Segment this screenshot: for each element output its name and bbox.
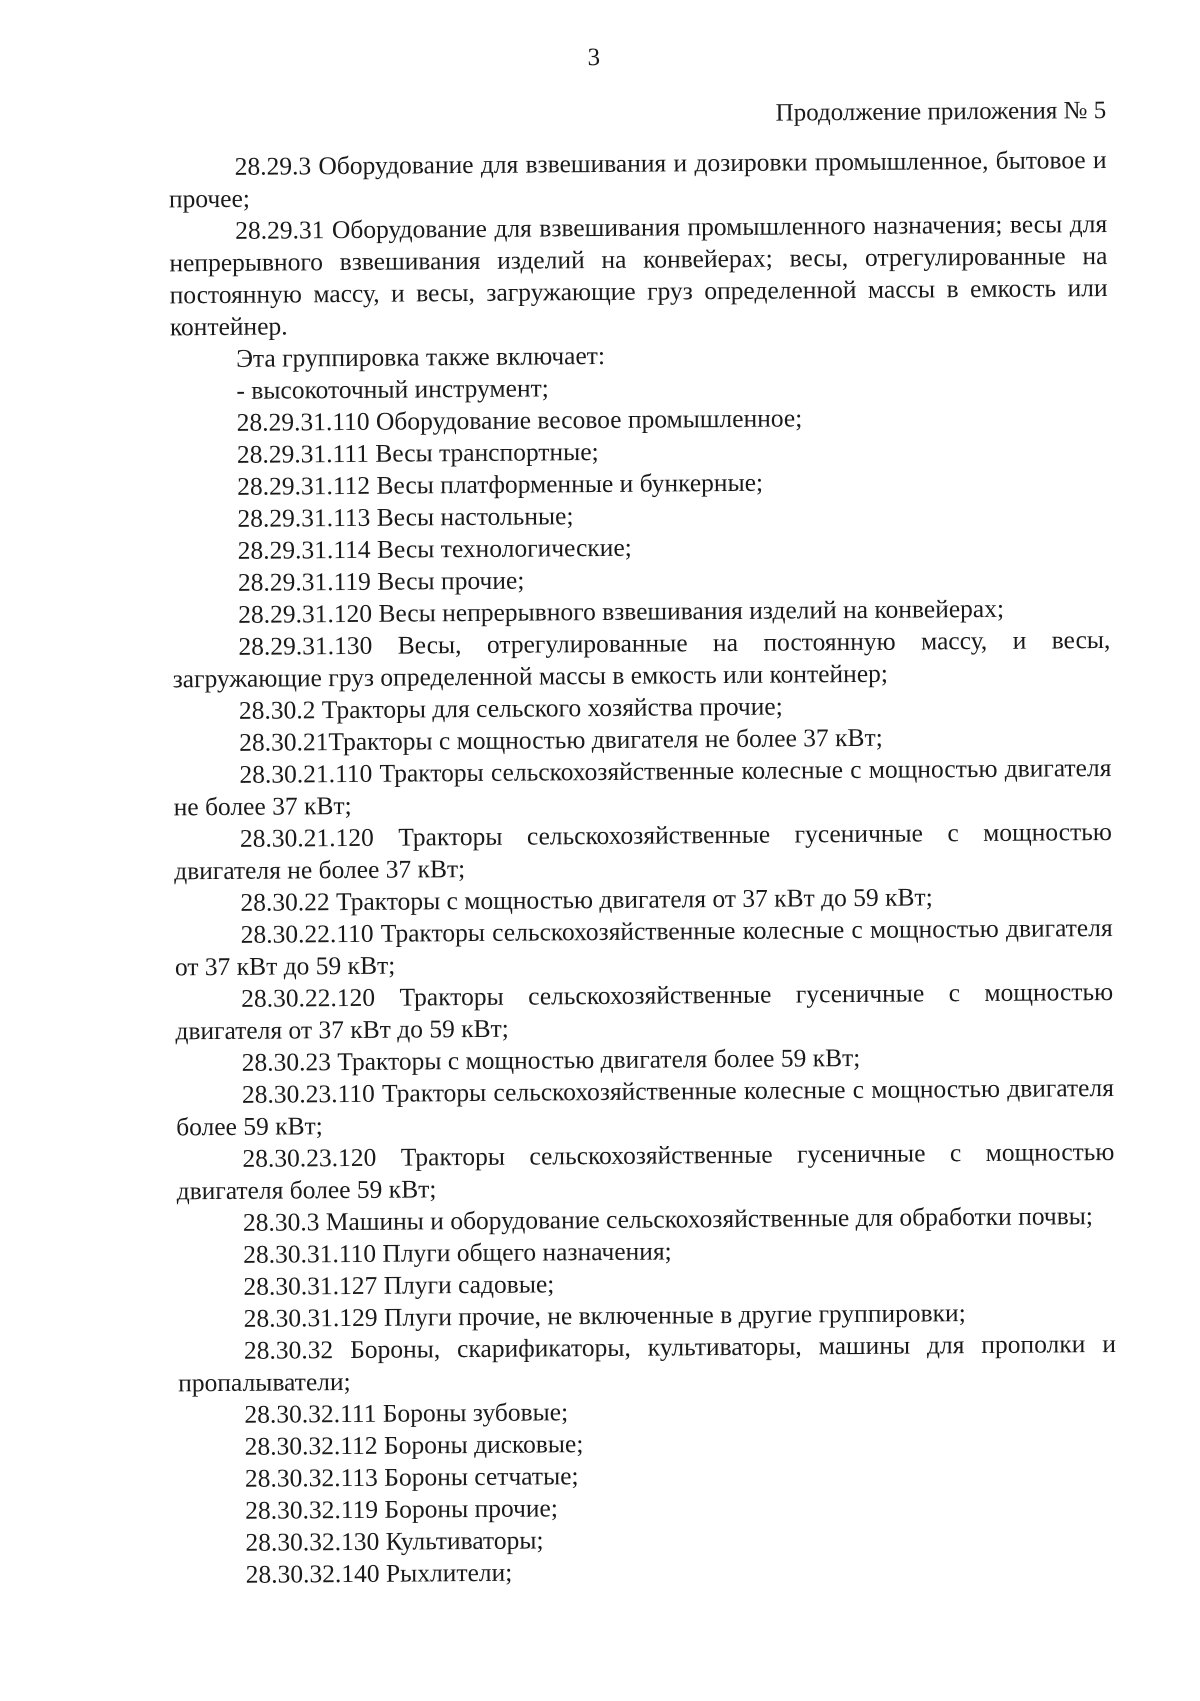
paragraph: 28.30.21.120 Тракторы сельскохозяйственные гусеничные с мощностью двигателя не более 37 кВт;	[174, 816, 1112, 886]
paragraph: 28.30.22.110 Тракторы сельскохозяйственные колесные с мощностью двигателя от 37 кВт до 59 кВт;	[174, 912, 1113, 982]
paragraph: 28.30.3 Машины и оборудование сельскохозяйственные для обработки почвы;	[242, 1201, 1094, 1237]
paragraph: 28.29.31.112 Весы платформенные и бункерные;	[237, 467, 764, 501]
paragraph: 28.30.31.110 Плуги общего назначения;	[243, 1236, 672, 1269]
paragraph: 28.30.32.112 Бороны дисковые;	[244, 1429, 584, 1461]
paragraph: 28.30.31.127 Плуги садовые;	[243, 1269, 555, 1301]
appendix-heading: Продолжение приложения № 5	[775, 97, 1107, 127]
paragraph: 28.30.32.113 Бороны сетчатые;	[244, 1461, 579, 1493]
paragraph: 28.29.31.119 Весы прочие;	[237, 565, 525, 597]
paragraph: 28.29.31.130 Весы, отрегулированные на постоянную массу, и весы, загружающие груз определенной массы в емкость или контейнер;	[172, 624, 1111, 694]
paragraph: 28.30.22.120 Тракторы сельскохозяйственные гусеничные с мощностью двигателя от 37 кВт до 59 кВт;	[175, 976, 1114, 1046]
page-number: 3	[587, 43, 601, 72]
paragraph: 28.29.31.120 Весы непрерывного взвешивания изделий на конвейерах;	[238, 593, 1005, 629]
paragraph: 28.29.31 Оборудование для взвешивания промышленного назначения; весы для непрерывного взвешивания изделий на конвейерах; весы, отрегулированные на постоянную массу, и весы, загружающие груз определенной массы в емкость или контейнер.	[169, 208, 1108, 342]
paragraph: 28.30.32.111 Бороны зубовые;	[244, 1397, 569, 1429]
paragraph: 28.29.3 Оборудование для взвешивания и дозировки промышленное, бытовое и прочее;	[168, 145, 1107, 214]
paragraph: Эта группировка также включает:	[236, 340, 606, 373]
paragraph: 28.30.32.140 Рыхлители;	[245, 1557, 513, 1589]
paragraph: 28.30.32.130 Культиваторы;	[245, 1525, 544, 1557]
paragraph: - высокоточный инструмент;	[236, 373, 549, 405]
paragraph: 28.30.21Тракторы с мощностью двигателя не более 37 кВт;	[239, 722, 883, 757]
paragraph: 28.30.23 Тракторы с мощностью двигателя более 59 кВт;	[241, 1042, 861, 1077]
paragraph: 28.29.31.114 Весы технологические;	[237, 532, 632, 565]
paragraph: 28.30.32 Бороны, скарификаторы, культиваторы, машины для прополки и пропалыватели;	[178, 1328, 1117, 1398]
paragraph: 28.29.31.113 Весы настольные;	[237, 501, 574, 533]
paragraph: 28.30.21.110 Тракторы сельскохозяйственные колесные с мощностью двигателя не более 37 кВт;	[173, 752, 1112, 822]
paragraph: 28.30.32.119 Бороны прочие;	[245, 1493, 559, 1525]
paragraph: 28.30.2 Тракторы для сельского хозяйства прочие;	[238, 691, 783, 725]
paragraph: 28.30.23.120 Тракторы сельскохозяйственные гусеничные с мощностью двигателя более 59 кВт;	[176, 1136, 1115, 1206]
paragraph: 28.30.23.110 Тракторы сельскохозяйственные колесные с мощностью двигателя более 59 кВт;	[176, 1072, 1115, 1142]
document-body	[169, 144, 1118, 1591]
paragraph: 28.30.22 Тракторы с мощностью двигателя от 37 кВт до 59 кВт;	[240, 882, 933, 917]
paragraph: 28.29.31.111 Весы транспортные;	[236, 436, 599, 469]
paragraph: 28.29.31.110 Оборудование весовое промышленное;	[236, 403, 803, 437]
paragraph: 28.30.31.129 Плуги прочие, не включенные в другие группировки;	[243, 1298, 966, 1333]
